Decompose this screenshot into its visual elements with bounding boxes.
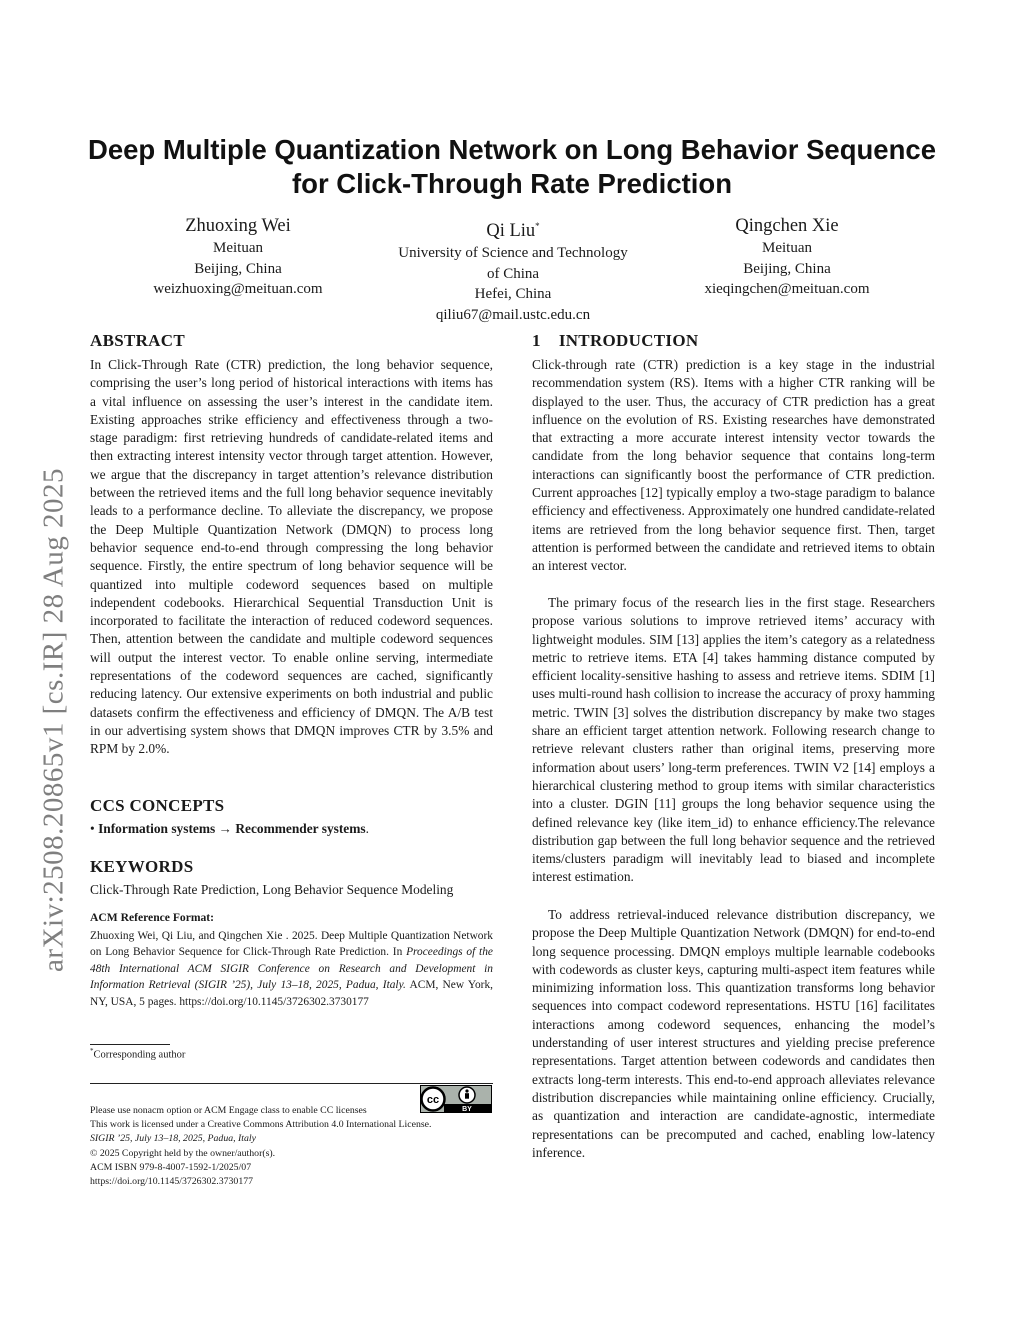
acm-ref-text: Zhuoxing Wei, Qi Liu, and Qingchen Xie . 2025. Deep Multiple Quantization Network on Long Behavior Sequence for Click-Through Rate Prediction. In Proceedings of the 48th International ACM SIGIR Conference on Research and Development in Information Retrieval (SIGIR ’25), July 13–18, 2025, Padua, Italy. ACM, New York, NY, USA, 5 pages. https://doi.org/10.1145/3726302.3730177	[90, 930, 493, 1008]
acm-ref-heading: ACM Reference Format:	[90, 911, 215, 924]
introduction-paragraph-2: The primary focus of the research lies in the first stage. Researchers propose various solutions to improve retrieved items’ accuracy with lightweight modules. SIM [13] applies the item’s category as a relatedness metric to retrieve items. ETA [4] takes hamming distance computed by efficient locality-sensitive hashing to assess and retrieve items. SDIM [1] uses multi-round hash collision to increase the accuracy of proxy hamming metric. TWIN [3] solves the distribution discrepancy by make two stages share an efficient target attention network. Following research change to retrieve relevant clusters rather than original items, preserving more information about users’ long-term preferences. TWIN V2 [14] employs a hierarchical clustering method to group items with similar characteristics into a cluster. DGIN [11] groups the long behavior sequence using the defined relevance key (like item_id) to enhance efficiency.The relevance distribution gap between the full long behavior sequence and the retrieved items/clusters paradigm will inevitably lead to biased and incomplete interest estimation.	[532, 595, 935, 885]
author-email[interactable]: qiliu67@mail.ustc.edu.cn	[435, 306, 591, 323]
license-line: This work is licensed under a Creative Commons Attribution 4.0 International License.	[90, 1119, 432, 1131]
license-line: © 2025 Copyright held by the owner/author(s).	[90, 1147, 276, 1159]
author-name: Qingchen Xie	[735, 216, 839, 236]
author-email[interactable]: xieqingchen@meituan.com	[704, 281, 870, 297]
author-location: Hefei, China	[474, 286, 552, 303]
author-location: Beijing, China	[194, 260, 282, 277]
abstract-heading: ABSTRACT	[90, 331, 185, 350]
author-affiliation: Meituan	[762, 240, 812, 256]
license-doi-link[interactable]: https://doi.org/10.1145/3726302.3730177	[90, 1176, 254, 1188]
ccs-concept-2: Recommender systems	[235, 821, 366, 836]
cc-badge-by-text: BY	[462, 1106, 472, 1113]
paper-title	[60, 133, 964, 201]
ccs-heading: CCS CONCEPTS	[90, 796, 225, 815]
author-affiliation: University of Science and Technology	[398, 245, 628, 262]
author-affiliation-cont: of China	[486, 265, 540, 282]
keywords-heading: KEYWORDS	[90, 857, 194, 876]
license-block	[90, 1104, 510, 1189]
author-name: Qi Liu*	[486, 221, 540, 242]
title-line-2: for Click-Through Rate Prediction	[291, 168, 733, 199]
abstract-text: In Click-Through Rate (CTR) prediction, the long behavior sequence, comprising the user’s long period of historical interactions with items has a vital influence on assessing the user’s interest in the candidate item. Existing approaches strike efficiency and effectiveness through a two-stage paradigm: first retrieving hundreds of candidate-related items and then extracting interest intensity vector through target attention. However, we argue that the discrepancy in target attention’s relevance distribution between the retrieved items and the full long behavior sequence inevitably leads to a performance decline. To alleviate the discrepancy, we propose the Deep Multiple Quantization Network (DMQN) to process long behavior sequence end-to-end through compressing the long behavior sequence. Firstly, the entire spectrum of long behavior sequence will be quantized into multiple codeword sequences based on multiple independent codebooks. Hierarchical Sequential Transduction Unit is incorporated to facilitate the interaction of reduced codeword sequences. Then, attention between the candidate and multiple codeword sequences will output the interest vector. To enable online serving, intermediate representations of the codeword sequences are cached, significantly reducing latency. Our extensive experiments on both industrial and public datasets confirm the effectiveness and efficiency of DMQN. The A/B test in our advertising system shows that DMQN improves CTR by 3.5% and RPM by 2.0%.	[90, 357, 493, 757]
ccs-bullet: •	[90, 821, 95, 836]
author-location: Beijing, China	[743, 260, 831, 277]
keywords-text: Click-Through Rate Prediction, Long Behavior Sequence Modeling	[90, 882, 454, 897]
svg-text:cc: cc	[426, 1094, 440, 1106]
ccs-arrow: →	[218, 821, 232, 836]
introduction-paragraph-1: Click-through rate (CTR) prediction is a key stage in the industrial recommendation system (RS). Items with a higher CTR ranking will be displayed to the user. Thus, the accuracy of CTR prediction has a great influence on the evolution of RS. Existing researches have demonstrated that extracting a more accurate interest intensity vector towards the candidate from the long behavior sequence that contains long-term interactions can significantly boost the performance of CTR prediction. Current approaches [12] typically employ a two-stage paradigm to balance efficiency and effectiveness. Approximately one hundred candidate-related items are retrieved from the long behavior sequence first. Then, target attention is performed between the candidate and retrieved items to obtain an interest vector.	[532, 357, 935, 574]
author-name: Zhuoxing Wei	[185, 216, 291, 236]
license-line: ACM ISBN 979-8-4007-1592-1/2025/07	[90, 1161, 252, 1173]
author-email[interactable]: weizhuoxing@meituan.com	[153, 281, 323, 297]
license-line: Please use nonacm option or ACM Engage class to enable CC licenses	[90, 1105, 367, 1116]
corresponding-mark: *	[535, 221, 540, 231]
author-affiliation: Meituan	[213, 240, 263, 256]
footnote-rule	[90, 1044, 170, 1045]
title-line-1: Deep Multiple Quantization Network on Long Behavior Sequence	[87, 134, 936, 165]
author-block-1	[118, 214, 358, 300]
acm-ref-venue: Proceedings of the 48th International ACM SIGIR Conference on Research and Development in Information Retrieval (SIGIR ’25), July 13–18, 2025, Padua, Italy.	[90, 946, 493, 992]
license-rule	[90, 1083, 493, 1084]
introduction-heading: 1 INTRODUCTION	[532, 331, 699, 350]
author-block-2	[372, 214, 654, 325]
arxiv-identifier: arXiv:2508.20865v1 [cs.IR] 28 Aug 2025	[37, 468, 70, 972]
introduction-paragraph-3: To address retrieval-induced relevance distribution discrepancy, we propose the Deep Multiple Quantization Network (DMQN) for end-to-end long sequence processing. DMQN employs multiple learnable codebooks with codewords as cluster keys, capturing multi-aspect item features while minimizing information loss. This quantization transforms long behavior sequences into compact codeword representations. HSTU [16] facilitates interactions among codeword sequences, enhancing the model’s understanding of user interest structures and yielding precise preference representations. Target attention between codewords and candidates then extracts long-term interests. This end-to-end approach alleviates relevance distribution discrepancies while maintaining online efficiency. Crucially, as quantization and interaction are candidate-agnostic, intermediate representations can be precomputed and cached, enabling low-latency inference.	[532, 907, 935, 1160]
ccs-concept-1: Information systems	[98, 821, 216, 836]
footnote: *Corresponding author	[90, 1047, 186, 1061]
ccs-concepts: • Information systems → Recommender systems.	[90, 821, 369, 836]
author-block-3	[667, 214, 907, 300]
license-line: SIGIR ’25, July 13–18, 2025, Padua, Italy	[90, 1133, 256, 1145]
